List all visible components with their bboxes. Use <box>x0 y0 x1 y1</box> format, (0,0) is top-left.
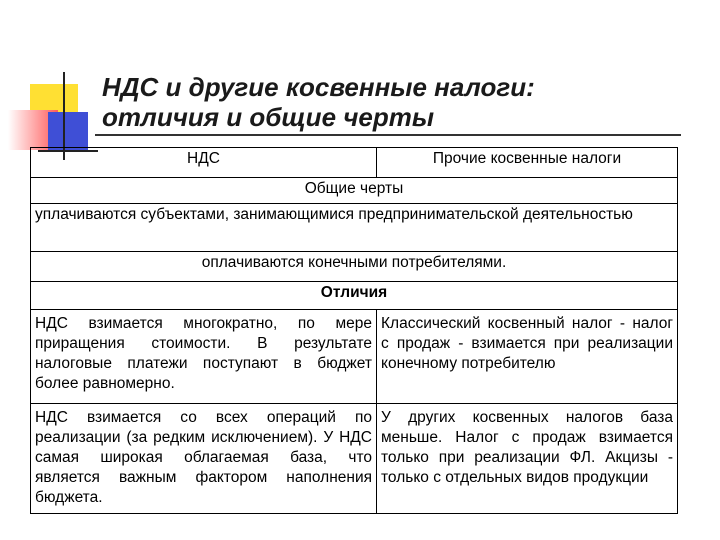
common-features-title: Общие черты <box>31 178 678 204</box>
header-other-taxes: Прочие косвенные налоги <box>377 148 678 178</box>
title-underline <box>95 134 681 136</box>
header-row <box>31 148 678 178</box>
common-row-2 <box>31 252 678 282</box>
diff-1-other: Классический косвенный налог - налог с продаж - взимается при реализации конечному потребителю <box>377 310 678 404</box>
diff-title-row <box>31 282 678 310</box>
common-feature-2: оплачиваются конечными потребителями. <box>31 252 678 282</box>
comparison-table <box>30 147 678 514</box>
common-feature-1: уплачиваются субъектами, занимающимися предпринимательской деятельностью <box>31 204 678 252</box>
header-vat: НДС <box>31 148 377 178</box>
common-title-row <box>31 178 678 204</box>
common-row-1 <box>31 204 678 252</box>
slide-title-line2: отличия и общие черты <box>102 102 435 132</box>
decor-blue-square <box>48 112 88 152</box>
diff-1-vat: НДС взимается многократно, по мере приращения стоимости. В результате налоговые платежи поступают в бюджет более равномерно. <box>31 310 377 404</box>
diff-row-1 <box>31 310 678 404</box>
diff-2-vat: НДС взимается со всех операций по реализации (за редким исключением). У НДС самая широкая облагаемая база, что является важным фактором наполнения бюджета. <box>31 404 377 514</box>
slide-title <box>102 72 702 132</box>
diff-2-other: У других косвенных налогов база меньше. Налог с продаж взимается только при реализации ФЛ. Акцизы - только с отдельных видов продукции <box>377 404 678 514</box>
diff-row-2 <box>31 404 678 514</box>
differences-title: Отличия <box>31 282 678 310</box>
slide-title-line1: НДС и другие косвенные налоги: <box>102 72 535 102</box>
